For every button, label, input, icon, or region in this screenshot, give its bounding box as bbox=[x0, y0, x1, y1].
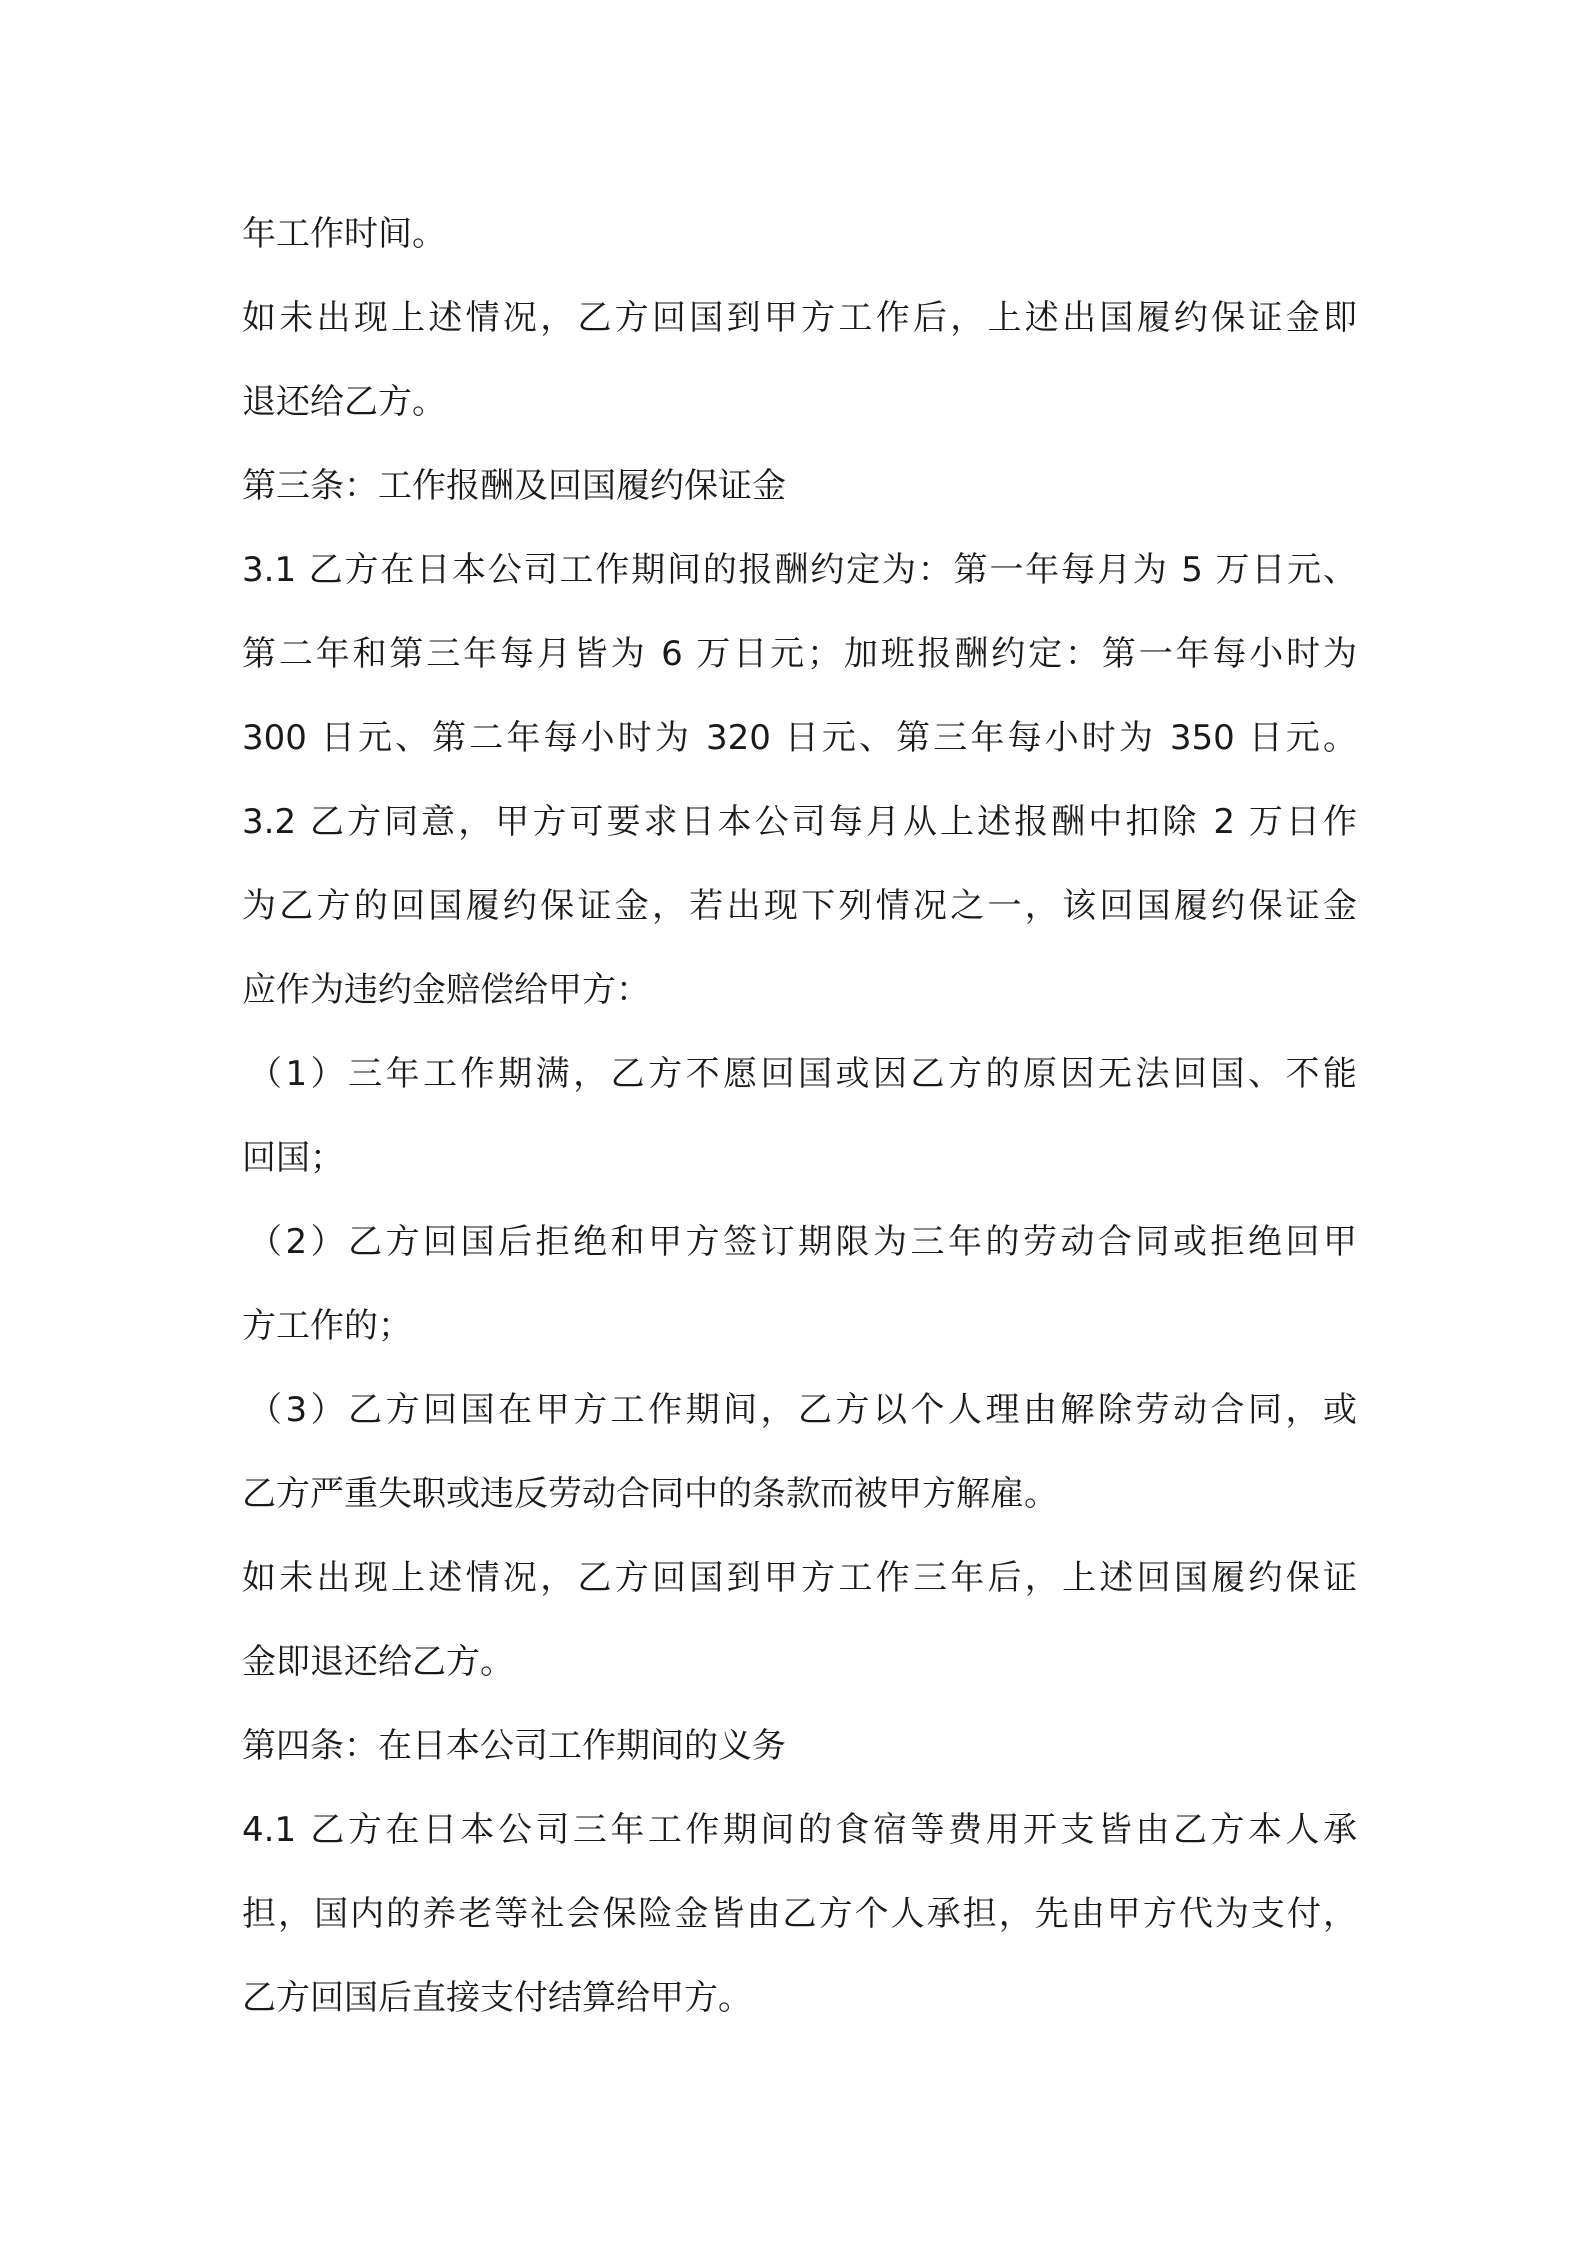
text-line: 3.2 乙方同意，甲方可要求日本公司每月从上述报酬中扣除 2 万日作 bbox=[242, 802, 1357, 842]
text-line: （1）三年工作期满，乙方不愿回国或因乙方的原因无法回国、不能 bbox=[248, 1054, 1357, 1094]
text-line: （2）乙方回国后拒绝和甲方签订期限为三年的劳动合同或拒绝回甲 bbox=[248, 1222, 1357, 1262]
contract-body-text bbox=[242, 192, 1357, 2040]
text-line: （3）乙方回国在甲方工作期间，乙方以个人理由解除劳动合同，或 bbox=[248, 1390, 1357, 1430]
text-line: 第三条：工作报酬及回国履约保证金 bbox=[242, 466, 786, 506]
text-line: 回国； bbox=[242, 1138, 344, 1178]
text-line: 如未出现上述情况，乙方回国到甲方工作后，上述出国履约保证金即 bbox=[242, 298, 1357, 338]
text-line: 担，国内的养老等社会保险金皆由乙方个人承担，先由甲方代为支付， bbox=[242, 1894, 1357, 1934]
text-line: 乙方回国后直接支付结算给甲方。 bbox=[242, 1978, 752, 2018]
text-line: 退还给乙方。 bbox=[242, 382, 446, 422]
text-line: 年工作时间。 bbox=[242, 214, 446, 254]
text-line: 应作为违约金赔偿给甲方： bbox=[242, 970, 650, 1010]
text-line: 为乙方的回国履约保证金，若出现下列情况之一，该回国履约保证金 bbox=[242, 886, 1357, 926]
text-line: 4.1 乙方在日本公司三年工作期间的食宿等费用开支皆由乙方本人承 bbox=[242, 1810, 1357, 1850]
text-line: 乙方严重失职或违反劳动合同中的条款而被甲方解雇。 bbox=[242, 1474, 1058, 1514]
text-line: 第二年和第三年每月皆为 6 万日元；加班报酬约定：第一年每小时为 bbox=[242, 634, 1357, 674]
text-line: 300 日元、第二年每小时为 320 日元、第三年每小时为 350 日元。 bbox=[242, 718, 1357, 758]
text-line: 3.1 乙方在日本公司工作期间的报酬约定为：第一年每月为 5 万日元、 bbox=[242, 550, 1357, 590]
text-line: 金即退还给乙方。 bbox=[242, 1642, 514, 1682]
text-line: 如未出现上述情况，乙方回国到甲方工作三年后，上述回国履约保证 bbox=[242, 1558, 1357, 1598]
text-line: 方工作的； bbox=[242, 1306, 412, 1346]
text-line: 第四条：在日本公司工作期间的义务 bbox=[242, 1726, 786, 1766]
